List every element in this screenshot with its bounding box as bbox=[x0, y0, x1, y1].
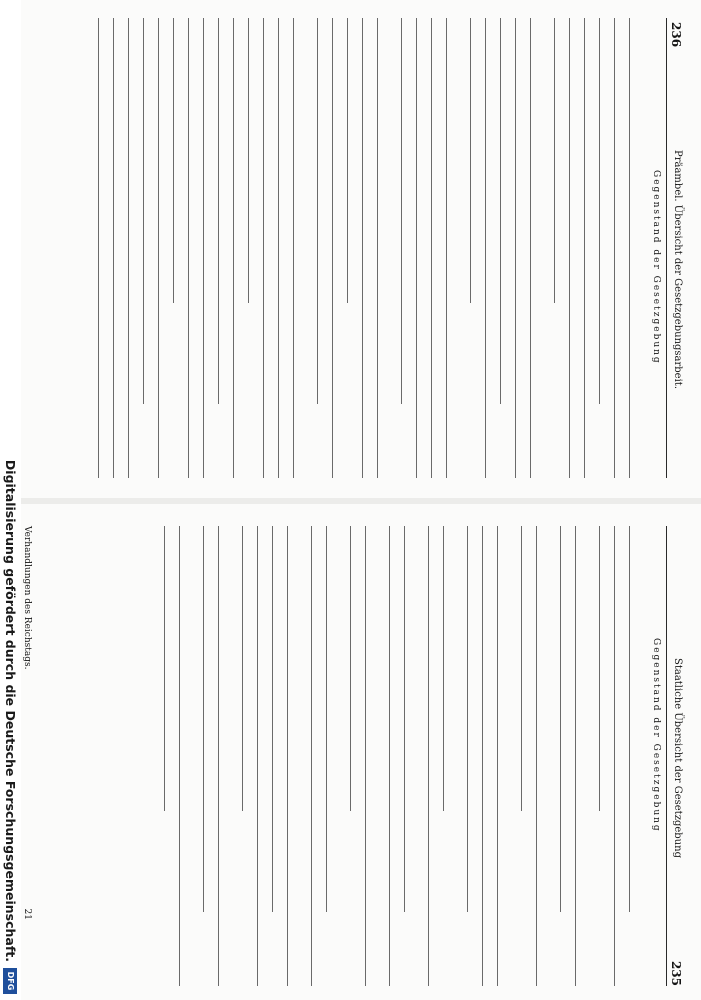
right-column-header: Gegenstand der Gesetzgebung bbox=[651, 638, 661, 833]
text-line bbox=[500, 18, 512, 404]
text-line bbox=[584, 18, 596, 478]
text-line bbox=[569, 18, 581, 478]
footer-note: Verhandlungen des Reichstags. bbox=[22, 526, 32, 670]
text-line bbox=[467, 526, 479, 912]
text-line bbox=[599, 18, 611, 404]
text-line bbox=[293, 18, 305, 478]
dfg-logo: DFG bbox=[4, 968, 18, 994]
text-line bbox=[128, 18, 140, 478]
text-line bbox=[272, 526, 284, 912]
text-line bbox=[629, 18, 641, 478]
text-line bbox=[233, 18, 245, 478]
text-line bbox=[263, 18, 275, 478]
left-running-head: Präambel. Übersicht der Gesetzgebungsarbeit. bbox=[672, 150, 683, 389]
right-running-head: Staatliche Übersicht der Gesetzgebung bbox=[672, 658, 683, 858]
spread-gutter bbox=[0, 498, 701, 504]
text-line bbox=[515, 18, 527, 478]
text-line bbox=[98, 18, 110, 478]
text-line bbox=[428, 526, 440, 986]
text-line bbox=[365, 526, 377, 986]
text-line bbox=[203, 18, 215, 478]
text-line bbox=[347, 18, 359, 303]
text-line bbox=[554, 18, 566, 303]
text-line bbox=[614, 18, 626, 478]
right-text-block bbox=[161, 526, 641, 986]
text-line bbox=[614, 526, 626, 986]
right-head-rule bbox=[666, 526, 667, 986]
funding-text: Digitalisierung gefördert durch die Deutsche Forschungsgemeinschaft. bbox=[3, 459, 18, 962]
text-line bbox=[143, 18, 155, 404]
text-line bbox=[470, 18, 482, 303]
text-line bbox=[179, 526, 191, 986]
text-line bbox=[536, 526, 548, 986]
text-line bbox=[431, 18, 443, 478]
right-page-number: 235 bbox=[669, 960, 683, 986]
footer-page-marker: 21 bbox=[22, 908, 32, 920]
text-line bbox=[560, 526, 572, 912]
text-line bbox=[173, 18, 185, 303]
left-page bbox=[0, 0, 701, 492]
text-line bbox=[287, 526, 299, 986]
text-line bbox=[377, 18, 389, 478]
text-line bbox=[203, 526, 215, 912]
text-line bbox=[443, 526, 455, 811]
text-line bbox=[530, 18, 542, 478]
left-page-number: 236 bbox=[669, 22, 683, 48]
text-line bbox=[416, 18, 428, 478]
left-column-header: Gegenstand der Gesetzgebung bbox=[651, 170, 661, 365]
text-line bbox=[401, 18, 413, 404]
text-line bbox=[389, 526, 401, 986]
text-line bbox=[599, 526, 611, 811]
text-line bbox=[317, 18, 329, 404]
text-line bbox=[311, 526, 323, 986]
text-line bbox=[521, 526, 533, 811]
text-line bbox=[257, 526, 269, 986]
text-line bbox=[629, 526, 641, 912]
text-line bbox=[446, 18, 458, 478]
left-text-block bbox=[95, 18, 641, 478]
text-line bbox=[278, 18, 290, 478]
text-line bbox=[482, 526, 494, 986]
text-line bbox=[242, 526, 254, 811]
text-line bbox=[164, 526, 176, 811]
text-line bbox=[188, 18, 200, 478]
text-line bbox=[485, 18, 497, 478]
text-line bbox=[326, 526, 338, 912]
text-line bbox=[497, 526, 509, 986]
text-line bbox=[575, 526, 587, 986]
text-line bbox=[218, 526, 230, 986]
text-line bbox=[404, 526, 416, 912]
text-line bbox=[113, 18, 125, 478]
left-head-rule bbox=[666, 18, 667, 478]
text-line bbox=[248, 18, 260, 303]
text-line bbox=[332, 18, 344, 478]
right-page bbox=[0, 508, 701, 1000]
text-line bbox=[158, 18, 170, 478]
text-line bbox=[350, 526, 362, 811]
funding-notice bbox=[0, 0, 21, 1000]
text-line bbox=[362, 18, 374, 478]
text-line bbox=[218, 18, 230, 404]
